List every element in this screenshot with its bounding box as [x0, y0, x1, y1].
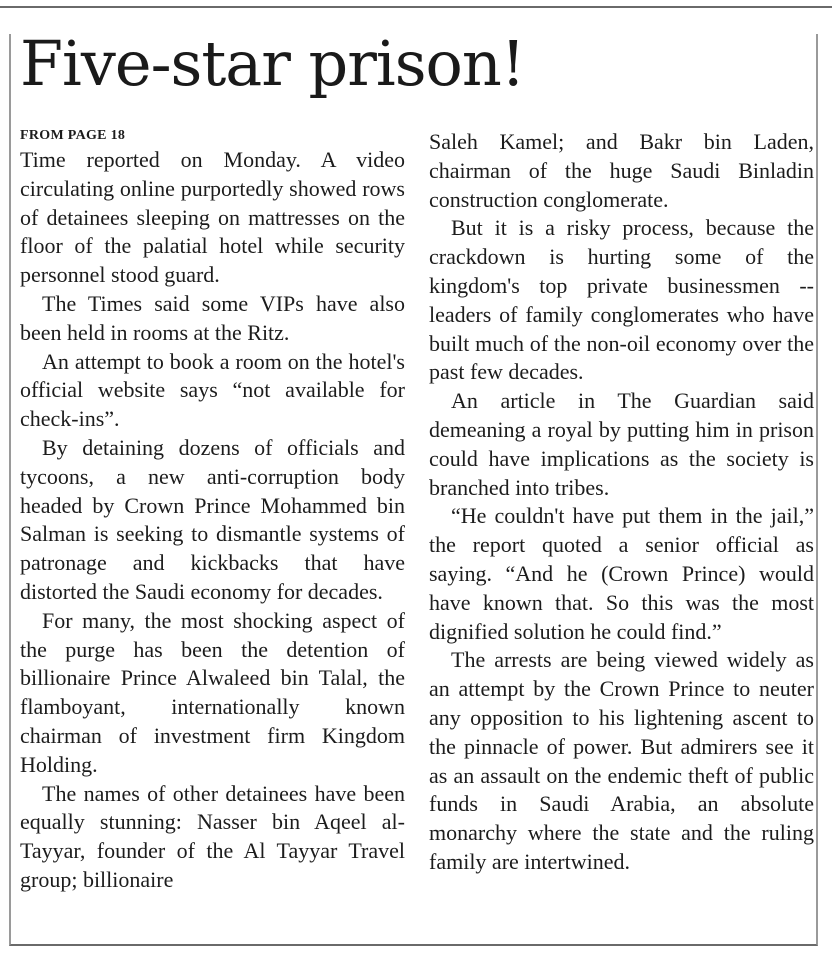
paragraph: But it is a risky process, because the crackdown is hurting some of the kingdom's top private businessmen -- leaders of family conglomerates who have built much of the non-oil economy over the past few decades. — [429, 215, 814, 385]
paragraph: An article in The Guardian said demeaning a royal by putting him in prison could have implications as the society is branched into tribes. — [429, 388, 814, 500]
headline: Five-star prison! — [20, 27, 525, 100]
paragraph: An attempt to book a room on the hotel's official website says “not available for check-ins”. — [20, 348, 405, 432]
left-column — [20, 128, 405, 895]
paragraph: By detaining dozens of officials and tycoons, a new anti-corruption body headed by Crown Prince Mohammed bin Salman is seeking to dismantle systems of patronage and kickbacks that have distorted the Saudi economy for decades. — [20, 434, 405, 604]
paragraph: “He couldn't have put them in the jail,” the report quoted a senior official as saying. “And he (Crown Prince) would have known that. So this was the most dignified solution he could find.” — [429, 503, 814, 644]
right-column — [429, 128, 814, 877]
jump-kicker: FROM PAGE 18 — [20, 128, 126, 143]
paragraph: Saleh Kamel; and Bakr bin Laden, chairman of the huge Saudi Binladin construction conglomerate. — [429, 129, 814, 212]
paragraph: The Times said some VIPs have also been held in rooms at the Ritz. — [20, 290, 405, 345]
paragraph: The arrests are being viewed widely as an attempt by the Crown Prince to neuter any opposition to his lightening ascent to the pinnacle of power. But admirers see it as an assault on the endemic theft of public funds in Saudi Arabia, an absolute monarchy where the state and the ruling family are intertwined. — [429, 647, 814, 874]
paragraph: Time reported on Monday. A video circulating online purportedly showed rows of detainees sleeping on mattresses on the floor of the palatial hotel while security personnel stood guard. — [20, 147, 405, 288]
paragraph: For many, the most shocking aspect of the purge has been the detention of billionaire Prince Alwaleed bin Talal, the flamboyant, internationally known chairman of investment firm Kingdom Holding. — [20, 607, 405, 777]
top-rule — [0, 6, 832, 8]
paragraph: The names of other detainees have been equally stunning: Nasser bin Aqeel al-Tayyar, founder of the Al Tayyar Travel group; billionaire — [20, 780, 405, 892]
